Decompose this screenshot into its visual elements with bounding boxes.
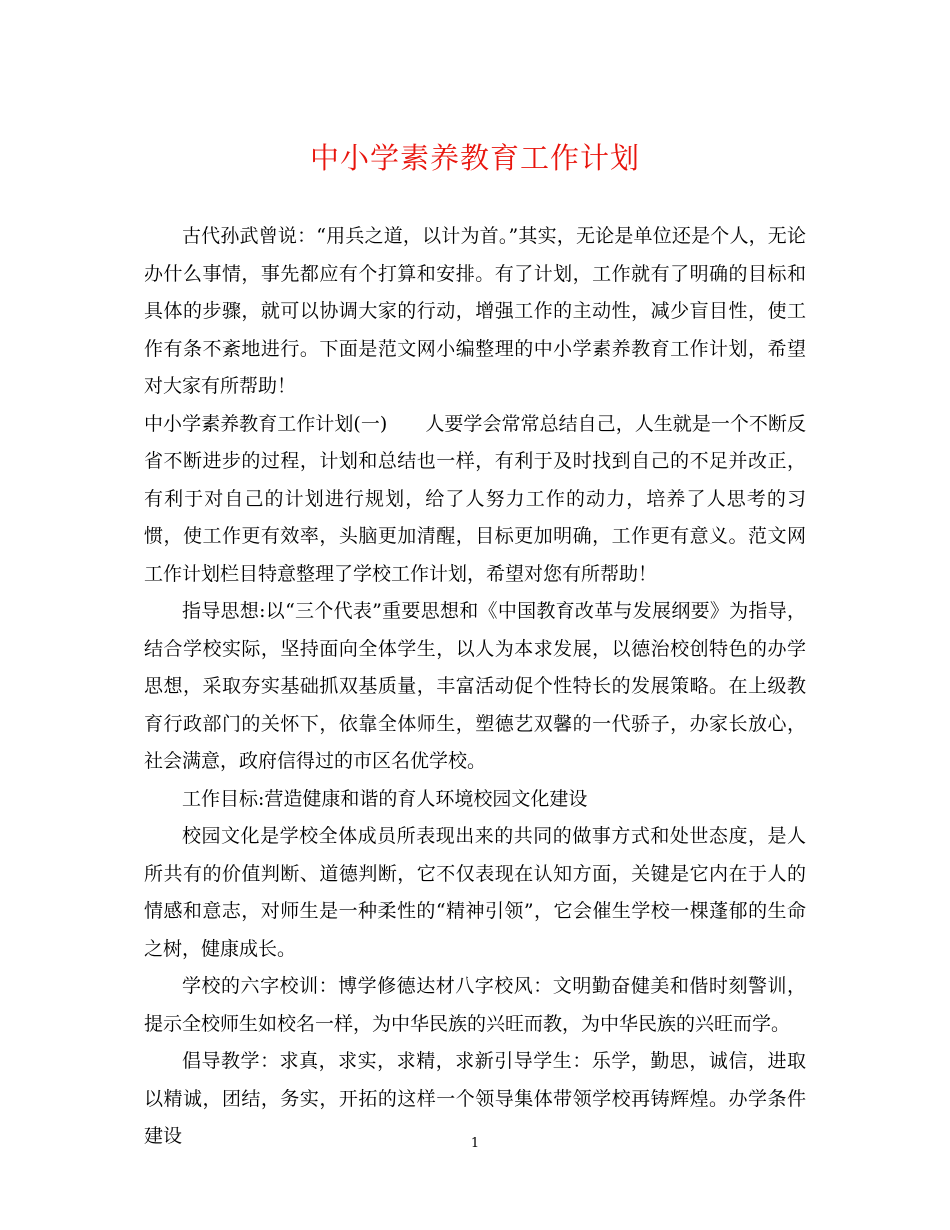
document-title: 中小学素养教育工作计划	[309, 141, 640, 175]
paragraph-guiding-thought: 指导思想:以“三个代表”重要思想和《中国教育改革与发展纲要》为指导，结合学校实际，坚持面向全体学生，以人为本求发展，以德治校创特色的办学思想，采取夯实基础抓双基质量，丰富活动促个性特长的发展策略。在上级教育行政部门的关怀下，依靠全体师生，塑德艺双馨的一代骄子，办家长放心，社会满意，政府信得过的市区名优学校。	[144, 600, 806, 772]
paragraph-intro: 古代孙武曾说：“用兵之道，以计为首。”其实，无论是单位还是个人，无论办什么事情，事先都应有个打算和安排。有了计划，工作就有了明确的目标和具体的步骤，就可以协调大家的行动，增强工作的主动性，减少盲目性，使工作有条不紊地进行。下面是范文网小编整理的中小学素养教育工作计划，希望对大家有所帮助！	[144, 225, 806, 397]
paragraph-campus-culture: 校园文化是学校全体成员所表现出来的共同的做事方式和处世态度，是人所共有的价值判断、道德判断，它不仅表现在认知方面，关键是它内在于人的情感和意志，对师生是一种柔性的“精神引领”，它会催生学校一棵蓬郁的生命之树，健康成长。	[144, 825, 806, 960]
paragraph-school-motto: 学校的六字校训：博学修德达材八字校风：文明勤奋健美和偕时刻警训，提示全校师生如校名一样，为中华民族的兴旺而教，为中华民族的兴旺而学。	[144, 975, 806, 1035]
paragraph-teaching-advocacy: 倡导教学：求真，求实，求精，求新引导学生：乐学，勤思，诚信，进取以精诚，团结，务实，开拓的这样一个领导集体带领学校再铸辉煌。办学条件建设	[144, 1050, 806, 1147]
page-number: 1	[470, 1136, 480, 1151]
paragraph-work-goal: 工作目标:营造健康和谐的育人环境校园文化建设	[182, 787, 588, 810]
paragraph-plan-one: 中小学素养教育工作计划(一) 人要学会常常总结自己，人生就是一个不断反省不断进步的过程，计划和总结也一样，有利于及时找到自己的不足并改正，有利于对自己的计划进行规划，给了人努力工作的动力，培养了人思考的习惯，使工作更有效率，头脑更加清醒，目标更加明确，工作更有意义。范文网工作计划栏目特意整理了学校工作计划，希望对您有所帮助！	[144, 412, 806, 585]
document-body	[144, 218, 806, 1156]
